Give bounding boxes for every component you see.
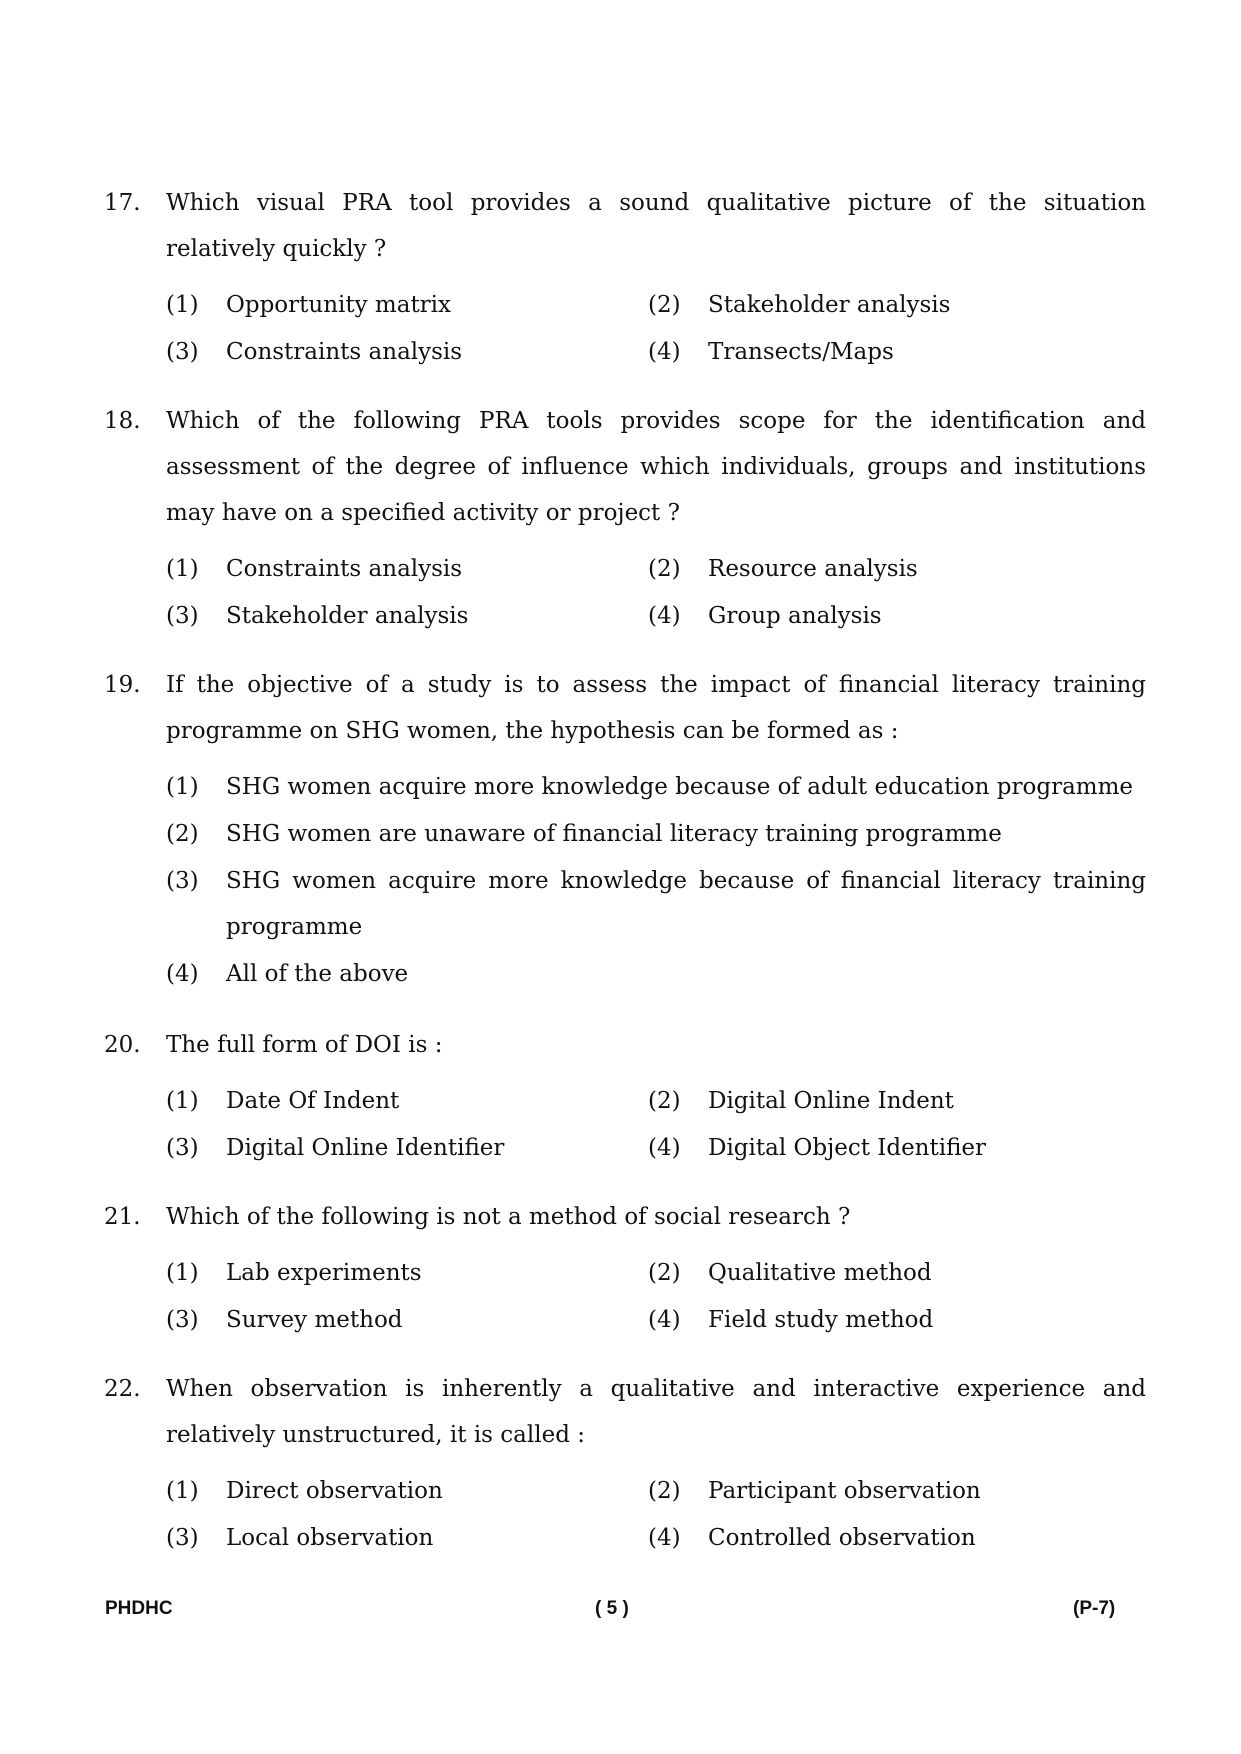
option-number: (3) [166, 868, 199, 894]
option-text: SHG women acquire more knowledge because of adult education programme [226, 774, 1134, 800]
option-text: Survey method [226, 1307, 403, 1333]
options-list [166, 764, 1146, 997]
option-text: Opportunity matrix [226, 292, 452, 318]
question-17 [104, 180, 1146, 376]
option-text: SHG women acquire more knowledge because of financial literacy training programme [226, 868, 1146, 940]
option-1 [166, 1468, 648, 1515]
option-number: (4) [648, 1307, 681, 1333]
option-1 [166, 1078, 648, 1125]
option-text: SHG women are unaware of financial literacy training programme [226, 821, 1002, 847]
option-text: Stakeholder analysis [708, 292, 951, 318]
option-text: Group analysis [708, 603, 882, 629]
option-row [166, 593, 1146, 640]
option-row [166, 1515, 1146, 1562]
option-3 [166, 1125, 648, 1172]
footer-paper-code: PHDHC [105, 1598, 173, 1619]
option-text: Local observation [226, 1525, 434, 1551]
option-1 [166, 546, 648, 593]
option-number: (2) [648, 1260, 681, 1286]
question-number: 17. [104, 190, 141, 216]
footer-page-number: ( 5 ) [595, 1598, 629, 1619]
option-text: Digital Object Identifier [708, 1135, 987, 1161]
option-number: (1) [166, 774, 199, 800]
option-1 [166, 1250, 648, 1297]
question-19 [104, 662, 1146, 998]
option-text: Controlled observation [708, 1525, 976, 1551]
question-number: 18. [104, 408, 141, 434]
option-2 [648, 282, 1130, 329]
option-1 [166, 282, 648, 329]
option-number: (3) [166, 1525, 199, 1551]
options-grid [166, 1468, 1146, 1562]
option-4 [648, 1125, 1130, 1172]
option-row [166, 1125, 1146, 1172]
option-number: (4) [648, 603, 681, 629]
option-2 [648, 1250, 1130, 1297]
option-text: Digital Online Indent [708, 1088, 954, 1114]
option-3 [166, 1515, 648, 1562]
option-number: (1) [166, 1260, 199, 1286]
option-number: (4) [166, 961, 199, 987]
option-3 [166, 1297, 648, 1344]
question-text: Which of the following is not a method of social research ? [166, 1204, 851, 1230]
option-number: (4) [648, 1525, 681, 1551]
question-text: If the objective of a study is to assess the impact of financial literacy training programme on SHG women, the hypothesis can be formed as : [166, 672, 1146, 744]
option-text: Field study method [708, 1307, 934, 1333]
question-text: The full form of DOI is : [166, 1032, 443, 1058]
question-22 [104, 1366, 1146, 1562]
option-text: Lab experiments [226, 1260, 422, 1286]
option-4 [648, 1297, 1130, 1344]
option-number: (2) [648, 292, 681, 318]
option-text: Stakeholder analysis [226, 603, 469, 629]
option-row [166, 282, 1146, 329]
option-row [166, 1250, 1146, 1297]
option-text: Transects/Maps [708, 339, 894, 365]
option-row [166, 1078, 1146, 1125]
option-4 [166, 951, 1146, 997]
option-4 [648, 593, 1130, 640]
options-grid [166, 1250, 1146, 1344]
option-text: Constraints analysis [226, 556, 463, 582]
option-row [166, 329, 1146, 376]
option-text: Resource analysis [708, 556, 918, 582]
option-text: Direct observation [226, 1478, 443, 1504]
option-row [166, 546, 1146, 593]
question-21 [104, 1194, 1146, 1344]
option-number: (3) [166, 1307, 199, 1333]
options-grid [166, 546, 1146, 640]
question-text: Which visual PRA tool provides a sound qualitative picture of the situation relatively quickly ? [166, 190, 1146, 262]
options-grid [166, 1078, 1146, 1172]
option-2 [648, 1468, 1130, 1515]
option-row [166, 1468, 1146, 1515]
option-number: (1) [166, 556, 199, 582]
option-text: Qualitative method [708, 1260, 932, 1286]
option-2 [648, 546, 1130, 593]
option-text: Constraints analysis [226, 339, 463, 365]
option-2 [166, 811, 1146, 857]
option-number: (3) [166, 1135, 199, 1161]
option-number: (3) [166, 603, 199, 629]
option-number: (2) [648, 1088, 681, 1114]
option-number: (1) [166, 292, 199, 318]
option-4 [648, 1515, 1130, 1562]
question-number: 22. [104, 1376, 141, 1402]
option-number: (2) [648, 1478, 681, 1504]
option-row [166, 1297, 1146, 1344]
footer-set-code: (P-7) [1073, 1598, 1116, 1619]
option-text: Participant observation [708, 1478, 981, 1504]
question-text: Which of the following PRA tools provides scope for the identification and assessment of the degree of influence which individuals, groups and institutions may have on a specified activity or project ? [166, 408, 1146, 526]
option-2 [648, 1078, 1130, 1125]
option-number: (2) [648, 556, 681, 582]
option-3 [166, 858, 1146, 950]
option-number: (4) [648, 1135, 681, 1161]
option-number: (1) [166, 1088, 199, 1114]
option-4 [648, 329, 1130, 376]
option-text: All of the above [226, 961, 409, 987]
option-text: Date Of Indent [226, 1088, 400, 1114]
option-text: Digital Online Identifier [226, 1135, 505, 1161]
question-number: 20. [104, 1032, 141, 1058]
option-3 [166, 329, 648, 376]
question-text: When observation is inherently a qualitative and interactive experience and relatively unstructured, it is called : [166, 1376, 1146, 1448]
options-grid [166, 282, 1146, 376]
option-3 [166, 593, 648, 640]
option-number: (2) [166, 821, 199, 847]
option-number: (1) [166, 1478, 199, 1504]
question-number: 21. [104, 1204, 141, 1230]
question-18 [104, 398, 1146, 640]
option-number: (3) [166, 339, 199, 365]
question-20 [104, 1022, 1146, 1172]
question-number: 19. [104, 672, 141, 698]
option-1 [166, 764, 1146, 810]
option-number: (4) [648, 339, 681, 365]
